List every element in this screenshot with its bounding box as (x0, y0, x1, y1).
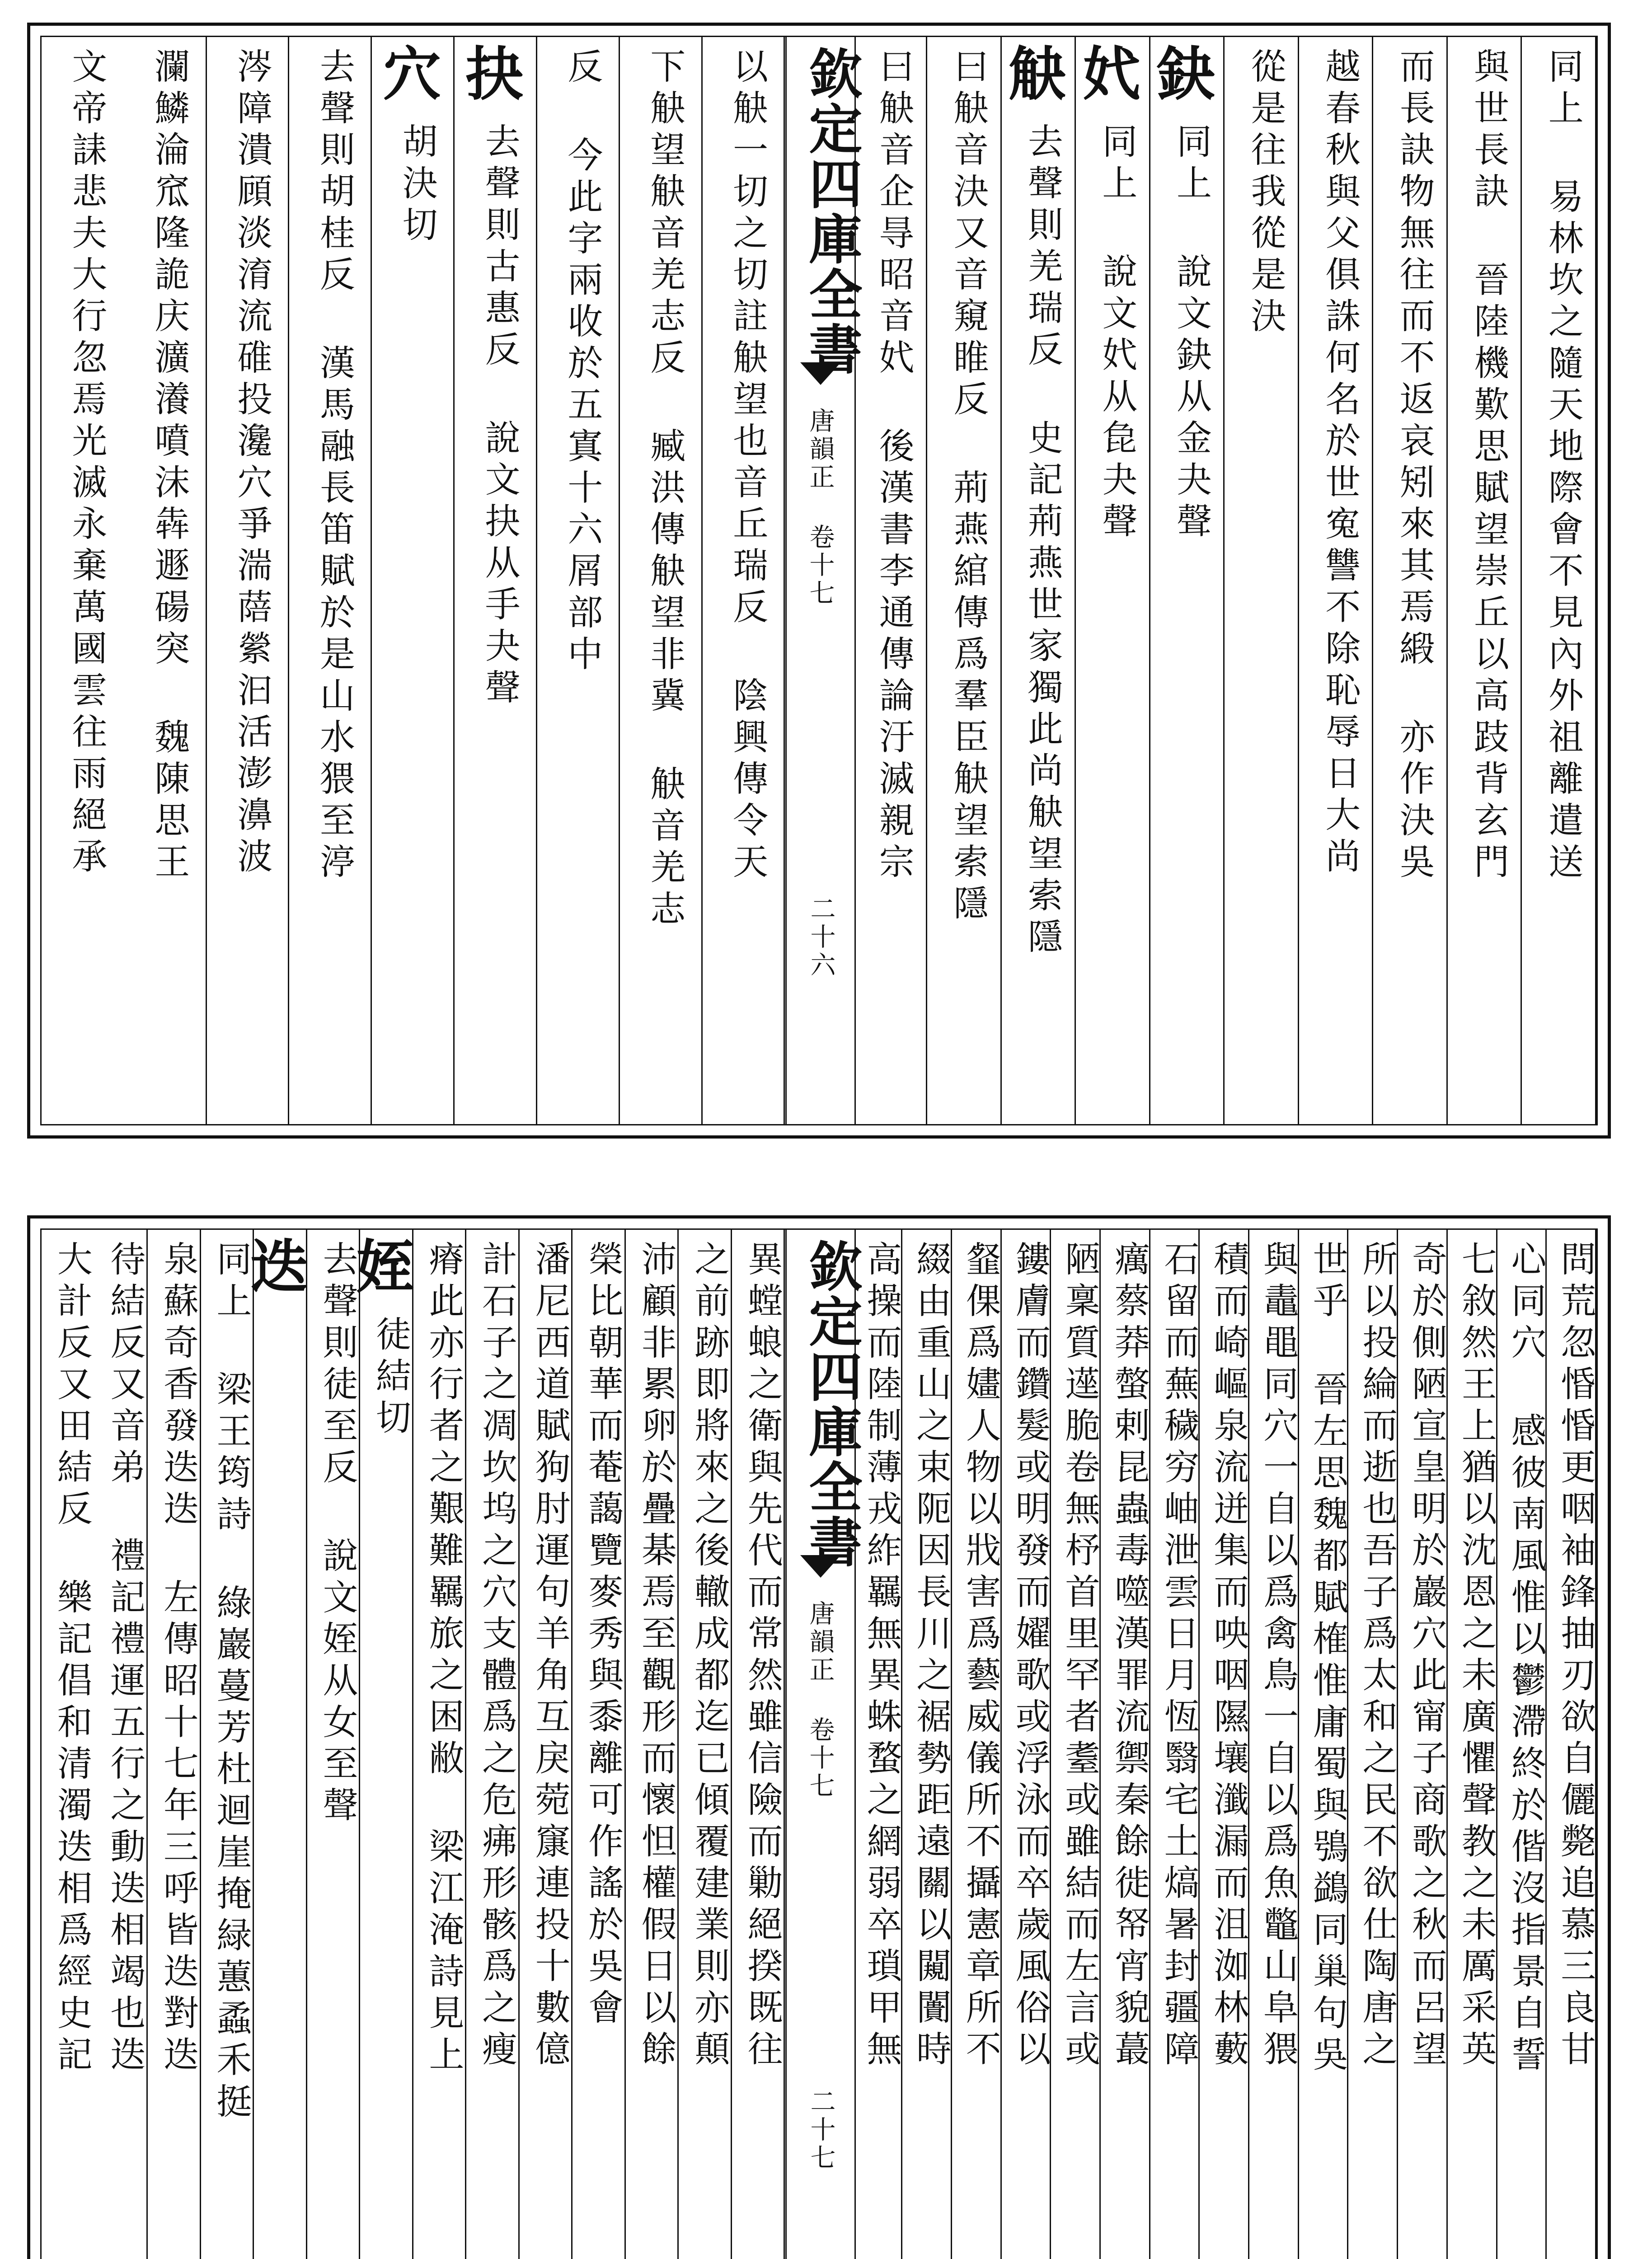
text-line: 癘蔡莽螫剌昆蟲毒噬漢罪流禦秦餘徙帑宵貌蕞 (1108, 1241, 1150, 2072)
top-left-column (703, 37, 785, 1124)
text-line: 徒結切 (370, 1316, 411, 1440)
top-right-column (1073, 37, 1150, 1124)
top-right-column (998, 37, 1076, 1124)
text-line: 從是往我從是決 (1245, 48, 1286, 339)
text-line: 異螳蜋之衛與先代而常然雖信險而勦絕揆既往 (742, 1241, 783, 2072)
folio-number: 二十七 (806, 2088, 836, 2172)
text-line: 鏤膚而鑽髮或明發而嬥歌或浮泳而卒歲風俗以 (1009, 1241, 1051, 2072)
text-line: 去聲則古惠反 說文抉从手夬聲 (479, 123, 520, 710)
top-left-column (124, 37, 207, 1124)
top-right-column (927, 37, 1002, 1124)
bottom-left-column (42, 1230, 95, 2259)
bottom-right-column (1497, 1230, 1547, 2259)
text-line: 綴由重山之束阨因長川之裾勢距遠關以闚闠時 (910, 1241, 952, 2072)
bottom-right-column (1398, 1230, 1448, 2259)
character-heading: 姪 (346, 1236, 414, 1294)
bottom-left-column (732, 1230, 785, 2259)
text-line: 越春秋與父俱誅何名於世寃讐不除恥辱日大尚 (1319, 48, 1361, 879)
text-line: 同上 說文㚤从㲋夬聲 (1096, 123, 1137, 544)
top-left-column (620, 37, 703, 1124)
bottom-left-column (413, 1230, 467, 2259)
folio-number: 二十六 (806, 895, 836, 980)
character-heading: 抉 (455, 43, 524, 101)
bottom-left-column (466, 1230, 520, 2259)
bottom-page-frame (40, 1228, 1598, 2259)
text-line: 石留而蕪穢穷岫泄雲日月恆翳宅土熇暑封疆障 (1158, 1241, 1199, 2072)
bottom-right-column (902, 1230, 952, 2259)
center-fold-strip (785, 1230, 863, 2259)
top-right-column (1373, 37, 1448, 1124)
bottom-right-column (952, 1230, 1002, 2259)
text-line: 反 今此字兩收於五寘十六屑部中 (562, 48, 603, 677)
top-left-column (537, 37, 620, 1124)
text-line: 計石子之凋坎坞之穴支體爲之危疿形骸爲之瘦 (476, 1241, 517, 2072)
fishtail-mark-icon (800, 362, 841, 385)
character-heading: 迭 (240, 1236, 308, 1294)
text-line: 泉蘇奇香發迭迭 左傳昭十七年三呼皆迭對迭 (157, 1241, 198, 2077)
bottom-left-column (679, 1230, 732, 2259)
bottom-left-column (520, 1230, 573, 2259)
text-line: 問荒忽惛惛更咽袖鋒抽刃欲自儷斃追慕三良甘 (1555, 1241, 1596, 2072)
bottom-right-column (1547, 1230, 1596, 2259)
bottom-left-column (307, 1230, 361, 2259)
text-line: 同上 梁王筠詩 綠巖蔓芳杜迴崖掩緑蕙蟊禾挺 (211, 1241, 252, 2124)
bottom-left-column (148, 1230, 201, 2259)
text-line: 同上 說文鈌从金夬聲 (1170, 123, 1211, 544)
text-line: 沛顧非累卵於疊棊焉至觀形而懷怛權假日以餘 (635, 1241, 676, 2072)
text-line: 去聲則徒至反 說文姪从女至聲 (317, 1241, 358, 1828)
text-line: 去聲則胡桂反 漢馬融長笛賦於是山水猥至渟 (314, 48, 355, 885)
bottom-left-column (240, 1230, 308, 2259)
character-heading: 穴 (373, 43, 441, 101)
text-line: 而長訣物無往而不返哀矧來其焉緞 亦作決吳 (1394, 48, 1435, 885)
bottom-right-column (1349, 1230, 1399, 2259)
bottom-page (27, 1215, 1611, 2259)
book-title: 欽定四庫全書 (800, 1239, 863, 1570)
top-left-column (290, 37, 372, 1124)
text-line: 瀾鱗淪窊隆詭庆瀇瀁噴沫犇遯碭突 魏陳思王 (149, 48, 190, 885)
text-line: 與世長訣 晉陸機歎思賦望崇丘以高跂背玄門 (1468, 48, 1509, 885)
text-line: 與鼃黽同穴一自以爲禽鳥一自以爲魚鼈山阜猥 (1257, 1241, 1298, 2072)
text-line: 積而崎嶇泉流迸集而咉咽隰壤瀸漏而沮洳林藪 (1208, 1241, 1249, 2072)
book-title: 欽定四庫全書 (800, 46, 863, 377)
text-line: 高操而陸制薄戎䋏羈無異蛛蝥之網弱卒瑣甲無 (861, 1241, 902, 2072)
text-line: 下觖望觖音羌志反 臧洪傳觖望非冀 觖音羌志 (644, 48, 685, 932)
center-fold-strip (785, 37, 863, 1124)
text-line: 瘠此亦行者之艱難羈旅之困敝 梁江淹詩見上 (423, 1241, 464, 2077)
text-line: 曰觖音決又音窺睢反 荊燕綰傳爲羣臣觖望索隱 (948, 48, 989, 926)
top-right-column (1299, 37, 1374, 1124)
bottom-right-column (1150, 1230, 1200, 2259)
juan-label: 唐韻正 卷十七 (805, 408, 835, 608)
text-line: 心同穴 感彼南風惟以鬱滯終於偕沒指景自誓 (1505, 1241, 1546, 2077)
text-line: 榮比朝華而菴藹覽麥秀與黍離可作謠於吳會 (582, 1241, 624, 2030)
fishtail-mark-icon (800, 1555, 841, 1578)
text-line: 陋稟質遳脆卷無杼首里罕者耋或雖結而左言或 (1059, 1241, 1100, 2072)
bottom-left-column (201, 1230, 254, 2259)
character-heading: 鈌 (1147, 43, 1215, 101)
top-right-column (1225, 37, 1299, 1124)
bottom-right-column (1101, 1230, 1150, 2259)
bottom-right-column (1051, 1230, 1101, 2259)
bottom-right-column (1299, 1230, 1349, 2259)
text-line: 涔障潰頋淡淯流碓投瀺穴爭湍䔒縈汩活澎濞波 (231, 48, 272, 879)
top-right-column (1147, 37, 1225, 1124)
top-right-column (1448, 37, 1522, 1124)
bottom-left-column (95, 1230, 148, 2259)
top-page-frame (40, 36, 1598, 1125)
text-line: 文帝誄悲夫大行忽焉光滅永棄萬國雲往雨絕承 (66, 48, 107, 879)
text-line: 大計反又田結反 樂記倡和清濁迭相爲經史記 (51, 1241, 92, 2077)
top-left-column (372, 37, 455, 1124)
text-line: 韰倮爲嫿人物以戕害爲藝威儀所不攝憲章所不 (960, 1241, 1001, 2072)
top-page (27, 23, 1611, 1139)
bottom-right-column (1002, 1230, 1051, 2259)
text-line: 所以投綸而逝也吾子爲太和之民不欲仕陶唐之 (1356, 1241, 1398, 2072)
bottom-left-column (346, 1230, 414, 2259)
top-left-column (207, 37, 290, 1124)
bottom-left-column (573, 1230, 626, 2259)
text-line: 潘尼西道賦狗肘運句羊角互戾菀䆲連投十數億 (529, 1241, 570, 2072)
juan-label: 唐韻正 卷十七 (805, 1600, 835, 1800)
character-heading: 㚤 (1073, 43, 1141, 101)
text-line: 曰觖音企㝵昭音㚤 後漢書李通傳論汙滅親宗 (873, 48, 914, 885)
top-left-column (42, 37, 124, 1124)
text-line: 之前跡即將來之後轍成都迄已傾覆建業則亦顛 (689, 1241, 730, 2072)
text-line: 世乎 晉左思魏都賦榷惟庸蜀與鴞鷁同巢句吳 (1307, 1241, 1348, 2077)
top-left-column (455, 37, 537, 1124)
bottom-left-column (626, 1230, 679, 2259)
character-heading: 觖 (998, 43, 1066, 101)
text-line: 奇於側陋宣皇明於巖穴此甯子商歌之秋而呂望 (1406, 1241, 1447, 2072)
text-line: 胡決切 (396, 123, 437, 248)
top-right-column (1522, 37, 1596, 1124)
text-line: 以觖一切之切註觖望也音丘瑞反 陰興傳令天 (727, 48, 768, 885)
text-line: 去聲則羌瑞反 史記荊燕世家獨此尚觖望索隱 (1022, 123, 1063, 960)
bottom-right-column (1448, 1230, 1497, 2259)
bottom-right-column (1249, 1230, 1299, 2259)
text-line: 同上 易林坎之隨天地際會不見內外祖離遣送 (1542, 48, 1583, 885)
bottom-right-column (1200, 1230, 1249, 2259)
text-line: 七敘然王上猶以沈恩之未廣懼聲教之未厲采英 (1455, 1241, 1497, 2072)
text-line: 待結反又音弟 禮記禮運五行之動迭相竭也迭 (104, 1241, 145, 2077)
